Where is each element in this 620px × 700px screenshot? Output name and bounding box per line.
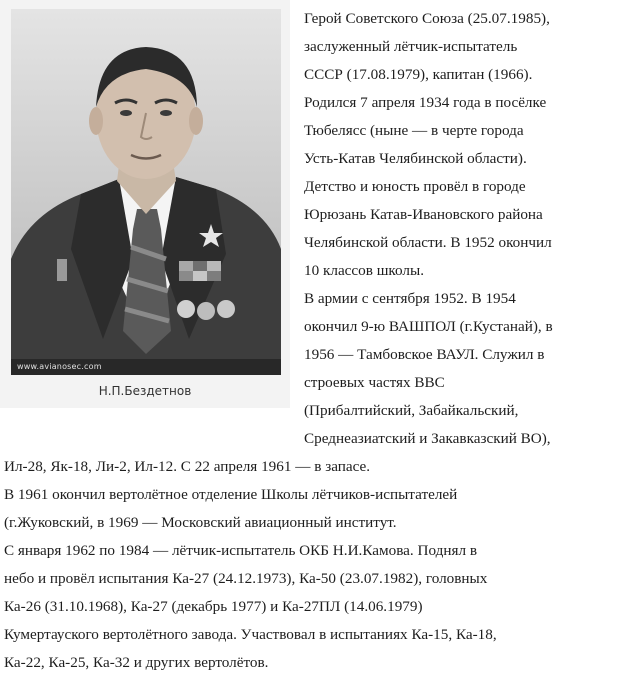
bio-line: С января 1962 по 1984 — лётчик-испытатель ОКБ Н.И.Камова. Поднял в xyxy=(4,542,478,559)
portrait-figure xyxy=(0,0,290,408)
bio-line: Среднеазиатский и Закавказский ВО), xyxy=(304,430,551,447)
bio-line: Ил-28, Як-18, Ли-2, Ил-12. С 22 апреля 1961 — в запасе. xyxy=(4,458,371,475)
bio-line: Родился 7 апреля 1934 года в посёлке xyxy=(304,94,547,111)
bio-line: Челябинской области. В 1952 окончил xyxy=(304,234,552,251)
bio-line: СССР (17.08.1979), капитан (1966). xyxy=(304,66,533,83)
bio-line: В армии с сентября 1952. В 1954 xyxy=(304,290,516,307)
photo-caption: Н.П.Бездетнов xyxy=(98,384,192,398)
portrait-illustration xyxy=(11,9,281,375)
bio-line: Усть-Катав Челябинской области). xyxy=(304,150,527,167)
portrait-photo xyxy=(11,9,281,375)
bio-line: 1956 — Тамбовское ВАУЛ. Служил в xyxy=(304,346,545,363)
bio-line: строевых частях ВВС xyxy=(304,374,445,391)
bio-line: Кумертауского вертолётного завода. Участвовал в испытаниях Ка-15, Ка-18, xyxy=(4,626,497,643)
bio-line: Ка-22, Ка-25, Ка-32 и других вертолётов. xyxy=(4,654,269,671)
bio-line: Детство и юность провёл в городе xyxy=(304,178,526,195)
bio-line: небо и провёл испытания Ка-27 (24.12.1973), Ка-50 (23.07.1982), головных xyxy=(4,570,488,587)
bio-line: (г.Жуковский, в 1969 — Московский авиационный институт. xyxy=(4,514,397,531)
bio-line: 10 классов школы. xyxy=(304,262,425,279)
bio-line: заслуженный лётчик-испытатель xyxy=(304,38,518,55)
photo-watermark: www.avianosec.com xyxy=(17,362,102,371)
bio-line: Тюбелясс (ныне — в черте города xyxy=(304,122,524,139)
bio-line: В 1961 окончил вертолётное отделение Школы лётчиков-испытателей xyxy=(4,486,458,503)
bio-line: (Прибалтийский, Забайкальский, xyxy=(304,402,519,419)
bio-line: Юрюзань Катав-Ивановского района xyxy=(304,206,543,223)
bio-line: окончил 9-ю ВАШПОЛ (г.Кустанай), в xyxy=(304,318,553,335)
bio-line: Герой Советского Союза (25.07.1985), xyxy=(304,10,550,27)
bio-line: Ка-26 (31.10.1968), Ка-27 (декабрь 1977) и Ка-27ПЛ (14.06.1979) xyxy=(4,598,423,615)
